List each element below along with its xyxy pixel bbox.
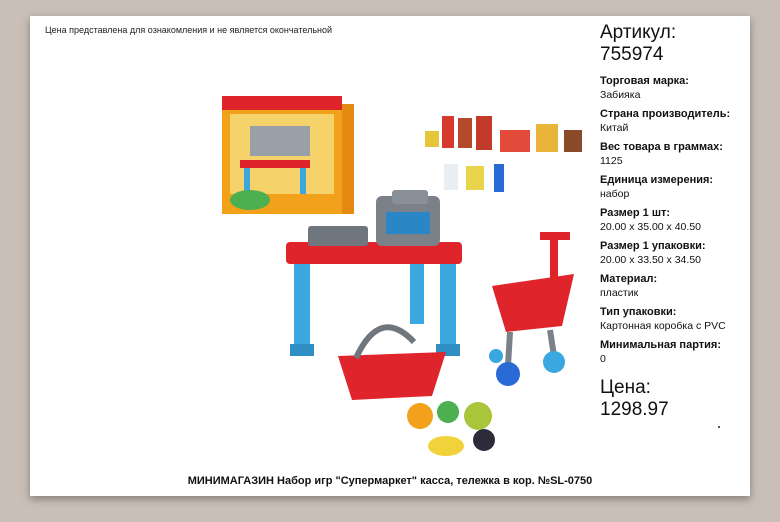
- grocery-items-image: [425, 116, 582, 192]
- spec-value: Китай: [600, 122, 629, 134]
- spec-label: Тип упаковки:: [600, 306, 677, 318]
- spec-value: набор: [600, 188, 630, 200]
- spec-value: Картонная коробка с PVC: [600, 320, 726, 332]
- spec-label: Единица измерения:: [600, 174, 714, 186]
- price-disclaimer: Цена представлена для ознакомления и не является окончательной: [45, 25, 333, 35]
- spec-item: [600, 206, 750, 235]
- spec-item: [600, 272, 750, 301]
- spec-label: Страна производитель:: [600, 108, 731, 120]
- decorative-dot: [718, 426, 720, 428]
- spec-item: [600, 338, 750, 367]
- spec-label: Торговая марка:: [600, 75, 689, 87]
- spec-item: [600, 140, 750, 169]
- product-photo: [210, 86, 590, 486]
- spec-label: Размер 1 упаковки:: [600, 240, 706, 252]
- spec-label: Минимальная партия:: [600, 339, 721, 351]
- spec-item: [600, 107, 750, 136]
- spec-value: 20.00 x 35.00 x 40.50: [600, 221, 701, 233]
- spec-item: [600, 173, 750, 202]
- spec-value: 20.00 x 33.50 x 34.50: [600, 254, 701, 266]
- spec-item: [600, 305, 750, 334]
- spec-value: Забияка: [600, 89, 641, 101]
- spec-item: [600, 74, 750, 103]
- article-label: Артикул:: [600, 22, 677, 43]
- spec-value: пластик: [600, 287, 639, 299]
- price-block: [600, 377, 750, 421]
- spec-label: Вес товара в граммах:: [600, 141, 723, 153]
- price-label: Цена:: [600, 377, 651, 398]
- fruits-image: [407, 401, 495, 456]
- spec-label: Материал:: [600, 273, 658, 285]
- spec-value: 0: [600, 353, 606, 365]
- spec-label: Размер 1 шт:: [600, 207, 671, 219]
- product-card: [30, 16, 750, 496]
- product-info-panel: [600, 22, 750, 421]
- product-caption: МИНИМАГАЗИН Набор игр "Супермаркет" касса, тележка в кор. №SL-0750: [187, 475, 593, 487]
- spec-item: [600, 239, 750, 268]
- spec-value: 1125: [600, 155, 623, 167]
- spec-list: [600, 74, 750, 367]
- article-value: 755974: [600, 44, 664, 65]
- basket-image: [338, 327, 446, 400]
- price-value: 1298.97: [600, 399, 669, 420]
- shopping-cart-image: [489, 232, 574, 386]
- toy-box-image: [222, 96, 354, 214]
